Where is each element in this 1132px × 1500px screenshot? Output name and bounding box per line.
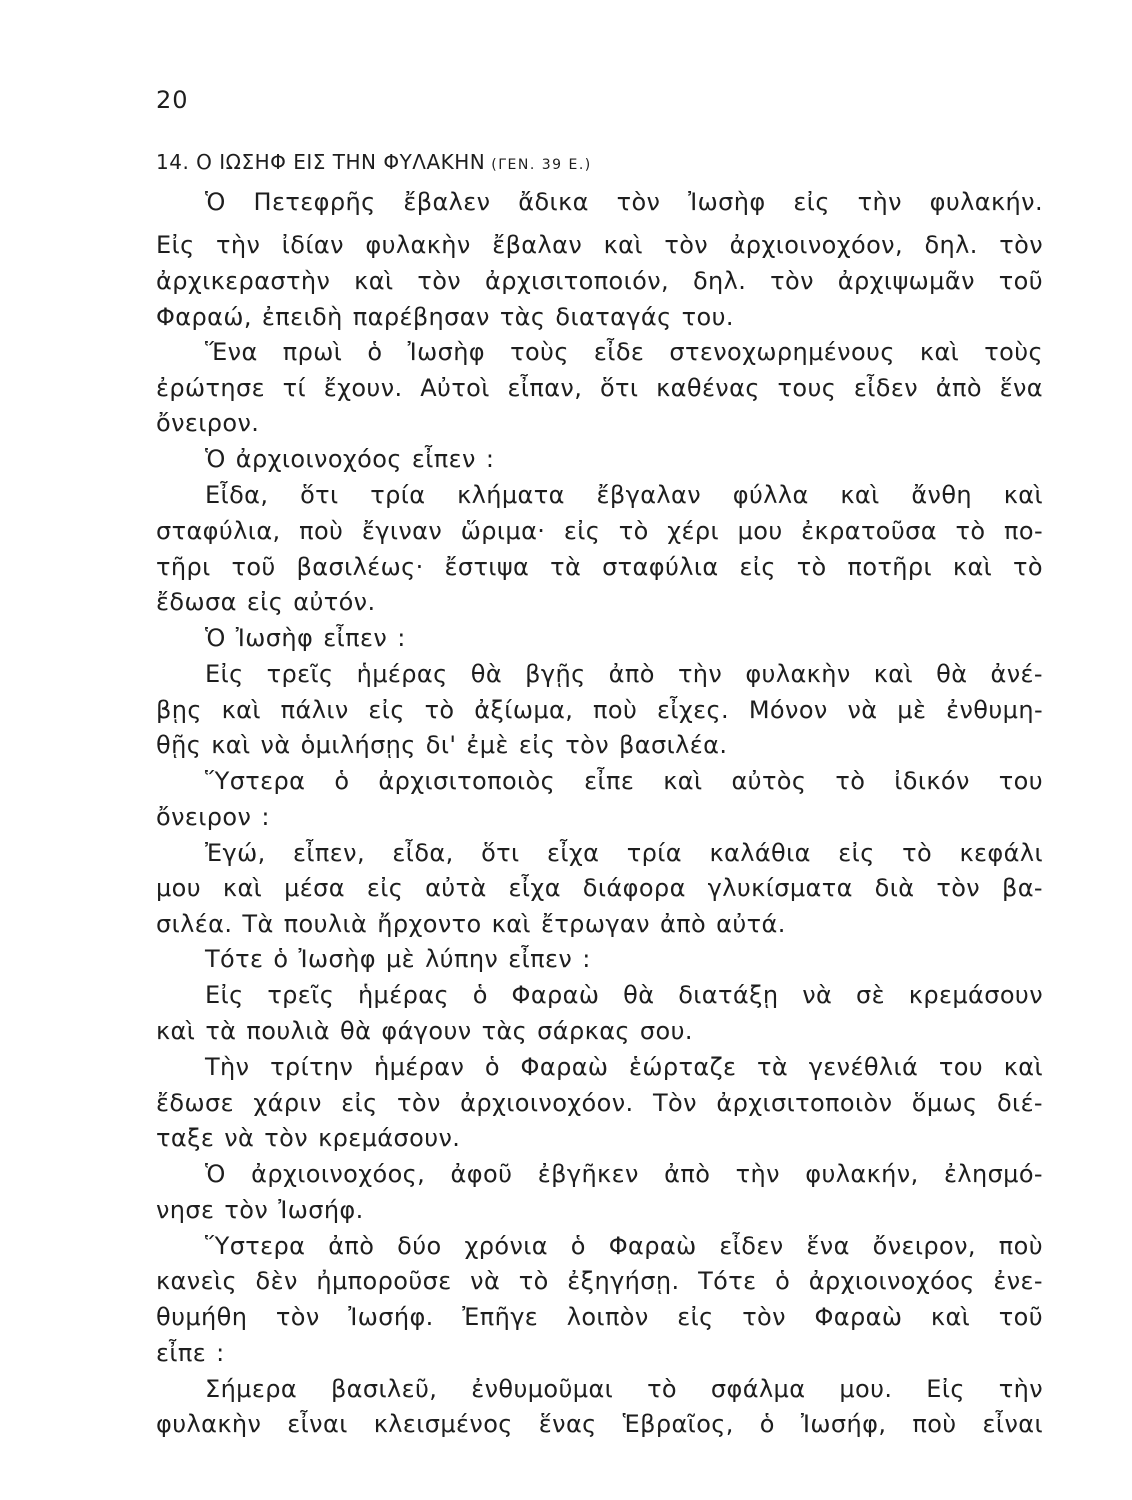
text-line: Τότε ὁ Ἰωσὴφ μὲ λύπην εἶπεν :	[205, 945, 591, 973]
text-line: ἐρώτησε τί ἔχουν. Αὐτοὶ εἶπαν, ὅτι καθένας τους εἶδεν ἀπὸ ἕνα	[156, 374, 1043, 402]
text-line: ἀρχικεραστὴν καὶ τὸν ἀρχισιτοποιόν, δηλ. τὸν ἀρχιψωμᾶν τοῦ	[156, 267, 1043, 295]
text-line: ἔδωσε χάριν εἰς τὸν ἀρχιοινοχόον. Τὸν ἀρχισιτοποιὸν ὅμως διέ-	[156, 1089, 1043, 1117]
text-line: βῃς καὶ πάλιν εἰς τὸ ἀξίωμα, ποὺ εἶχες. Μόνον νὰ μὲ ἐνθυμη-	[156, 696, 1043, 724]
text-line: σιλέα. Τὰ πουλιὰ ἤρχοντο καὶ ἔτρωγαν ἀπὸ αὐτά.	[156, 910, 786, 938]
text-line: μου καὶ μέσα εἰς αὐτὰ εἶχα διάφορα γλυκίσματα διὰ τὸν βα-	[156, 874, 1043, 902]
text-line: Εἶδα, ὅτι τρία κλήματα ἔβγαλαν φύλλα καὶ ἄνθη καὶ	[205, 481, 1043, 509]
text-line: Ὕστερα ἀπὸ δύο χρόνια ὁ Φαραὼ εἶδεν ἕνα ὄνειρον, ποὺ	[205, 1232, 1043, 1260]
text-line: Ὁ Πετεφρῆς ἔβαλεν ἄδικα τὸν Ἰωσὴφ εἰς τὴν φυλακήν.	[205, 188, 1043, 216]
text-line: Ὁ Ἰωσὴφ εἶπεν :	[205, 624, 406, 652]
text-line: ταξε νὰ τὸν κρεμάσουν.	[156, 1124, 461, 1152]
text-line: ὄνειρον :	[156, 803, 270, 831]
text-line: Φαραώ, ἐπειδὴ παρέβησαν τὰς διαταγάς του.	[156, 303, 734, 331]
text-line: εἶπε :	[156, 1339, 225, 1367]
text-line: καὶ τὰ πουλιὰ θὰ φάγουν τὰς σάρκας σου.	[156, 1017, 693, 1045]
chapter-title: 14. Ο ΙΩΣΗΦ ΕΙΣ ΤΗΝ ΦΥΛΑΚΗΝ	[156, 150, 486, 174]
text-line: Ὁ ἀρχιοινοχόος εἶπεν :	[205, 445, 495, 473]
text-line: Ὕστερα ὁ ἀρχισιτοποιὸς εἶπε καὶ αὐτὸς τὸ ἰδικόν του	[205, 767, 1043, 795]
text-line: νησε τὸν Ἰωσήφ.	[156, 1196, 364, 1224]
text-line: τῆρι τοῦ βασιλέως· ἔστιψα τὰ σταφύλια εἰς τὸ ποτῆρι καὶ τὸ	[156, 553, 1043, 581]
text-line: Ὁ ἀρχιοινοχόος, ἀφοῦ ἐβγῆκεν ἀπὸ τὴν φυλακήν, ἐλησμό-	[205, 1160, 1043, 1188]
text-line: Τὴν τρίτην ἡμέραν ὁ Φαραὼ ἑώρταζε τὰ γενέθλιά του καὶ	[205, 1053, 1043, 1081]
text-line: ἔδωσα εἰς αὐτόν.	[156, 588, 376, 616]
text-line: Εἰς τρεῖς ἡμέρας θὰ βγῇς ἀπὸ τὴν φυλακὴν καὶ θὰ ἀνέ-	[205, 660, 1043, 688]
text-line: κανεὶς δὲν ἠμποροῦσε νὰ τὸ ἐξηγήσῃ. Τότε ὁ ἀρχιοινοχόος ἐνε-	[156, 1267, 1043, 1295]
text-line: σταφύλια, ποὺ ἔγιναν ὥριμα· εἰς τὸ χέρι μου ἐκρατοῦσα τὸ πο-	[156, 517, 1043, 545]
scripture-reference: (ΓΕΝ. 39 Ε.)	[491, 157, 592, 173]
text-line: Εἰς τρεῖς ἡμέρας ὁ Φαραὼ θὰ διατάξῃ νὰ σὲ κρεμάσουν	[205, 981, 1043, 1009]
page-number: 20	[156, 86, 189, 114]
text-line: ὄνειρον.	[156, 409, 260, 437]
text-line: φυλακὴν εἶναι κλεισμένος ἕνας Ἑβραῖος, ὁ Ἰωσήφ, ποὺ εἶναι	[156, 1410, 1043, 1438]
text-line: Ἐγώ, εἶπεν, εἶδα, ὅτι εἶχα τρία καλάθια εἰς τὸ κεφάλι	[205, 839, 1043, 867]
text-line: θῇς καὶ νὰ ὁμιλήσῃς δι' ἐμὲ εἰς τὸν βασιλέα.	[156, 731, 728, 759]
text-line: θυμήθη τὸν Ἰωσήφ. Ἐπῆγε λοιπὸν εἰς τὸν Φαραὼ καὶ τοῦ	[156, 1303, 1043, 1331]
text-line: Εἰς τὴν ἰδίαν φυλακὴν ἔβαλαν καὶ τὸν ἀρχιοινοχόον, δηλ. τὸν	[156, 231, 1043, 259]
text-line: Ἕνα πρωὶ ὁ Ἰωσὴφ τοὺς εἶδε στενοχωρημένους καὶ τοὺς	[205, 338, 1043, 366]
text-line: Σήμερα βασιλεῦ, ἐνθυμοῦμαι τὸ σφάλμα μου. Εἰς τὴν	[205, 1375, 1043, 1403]
